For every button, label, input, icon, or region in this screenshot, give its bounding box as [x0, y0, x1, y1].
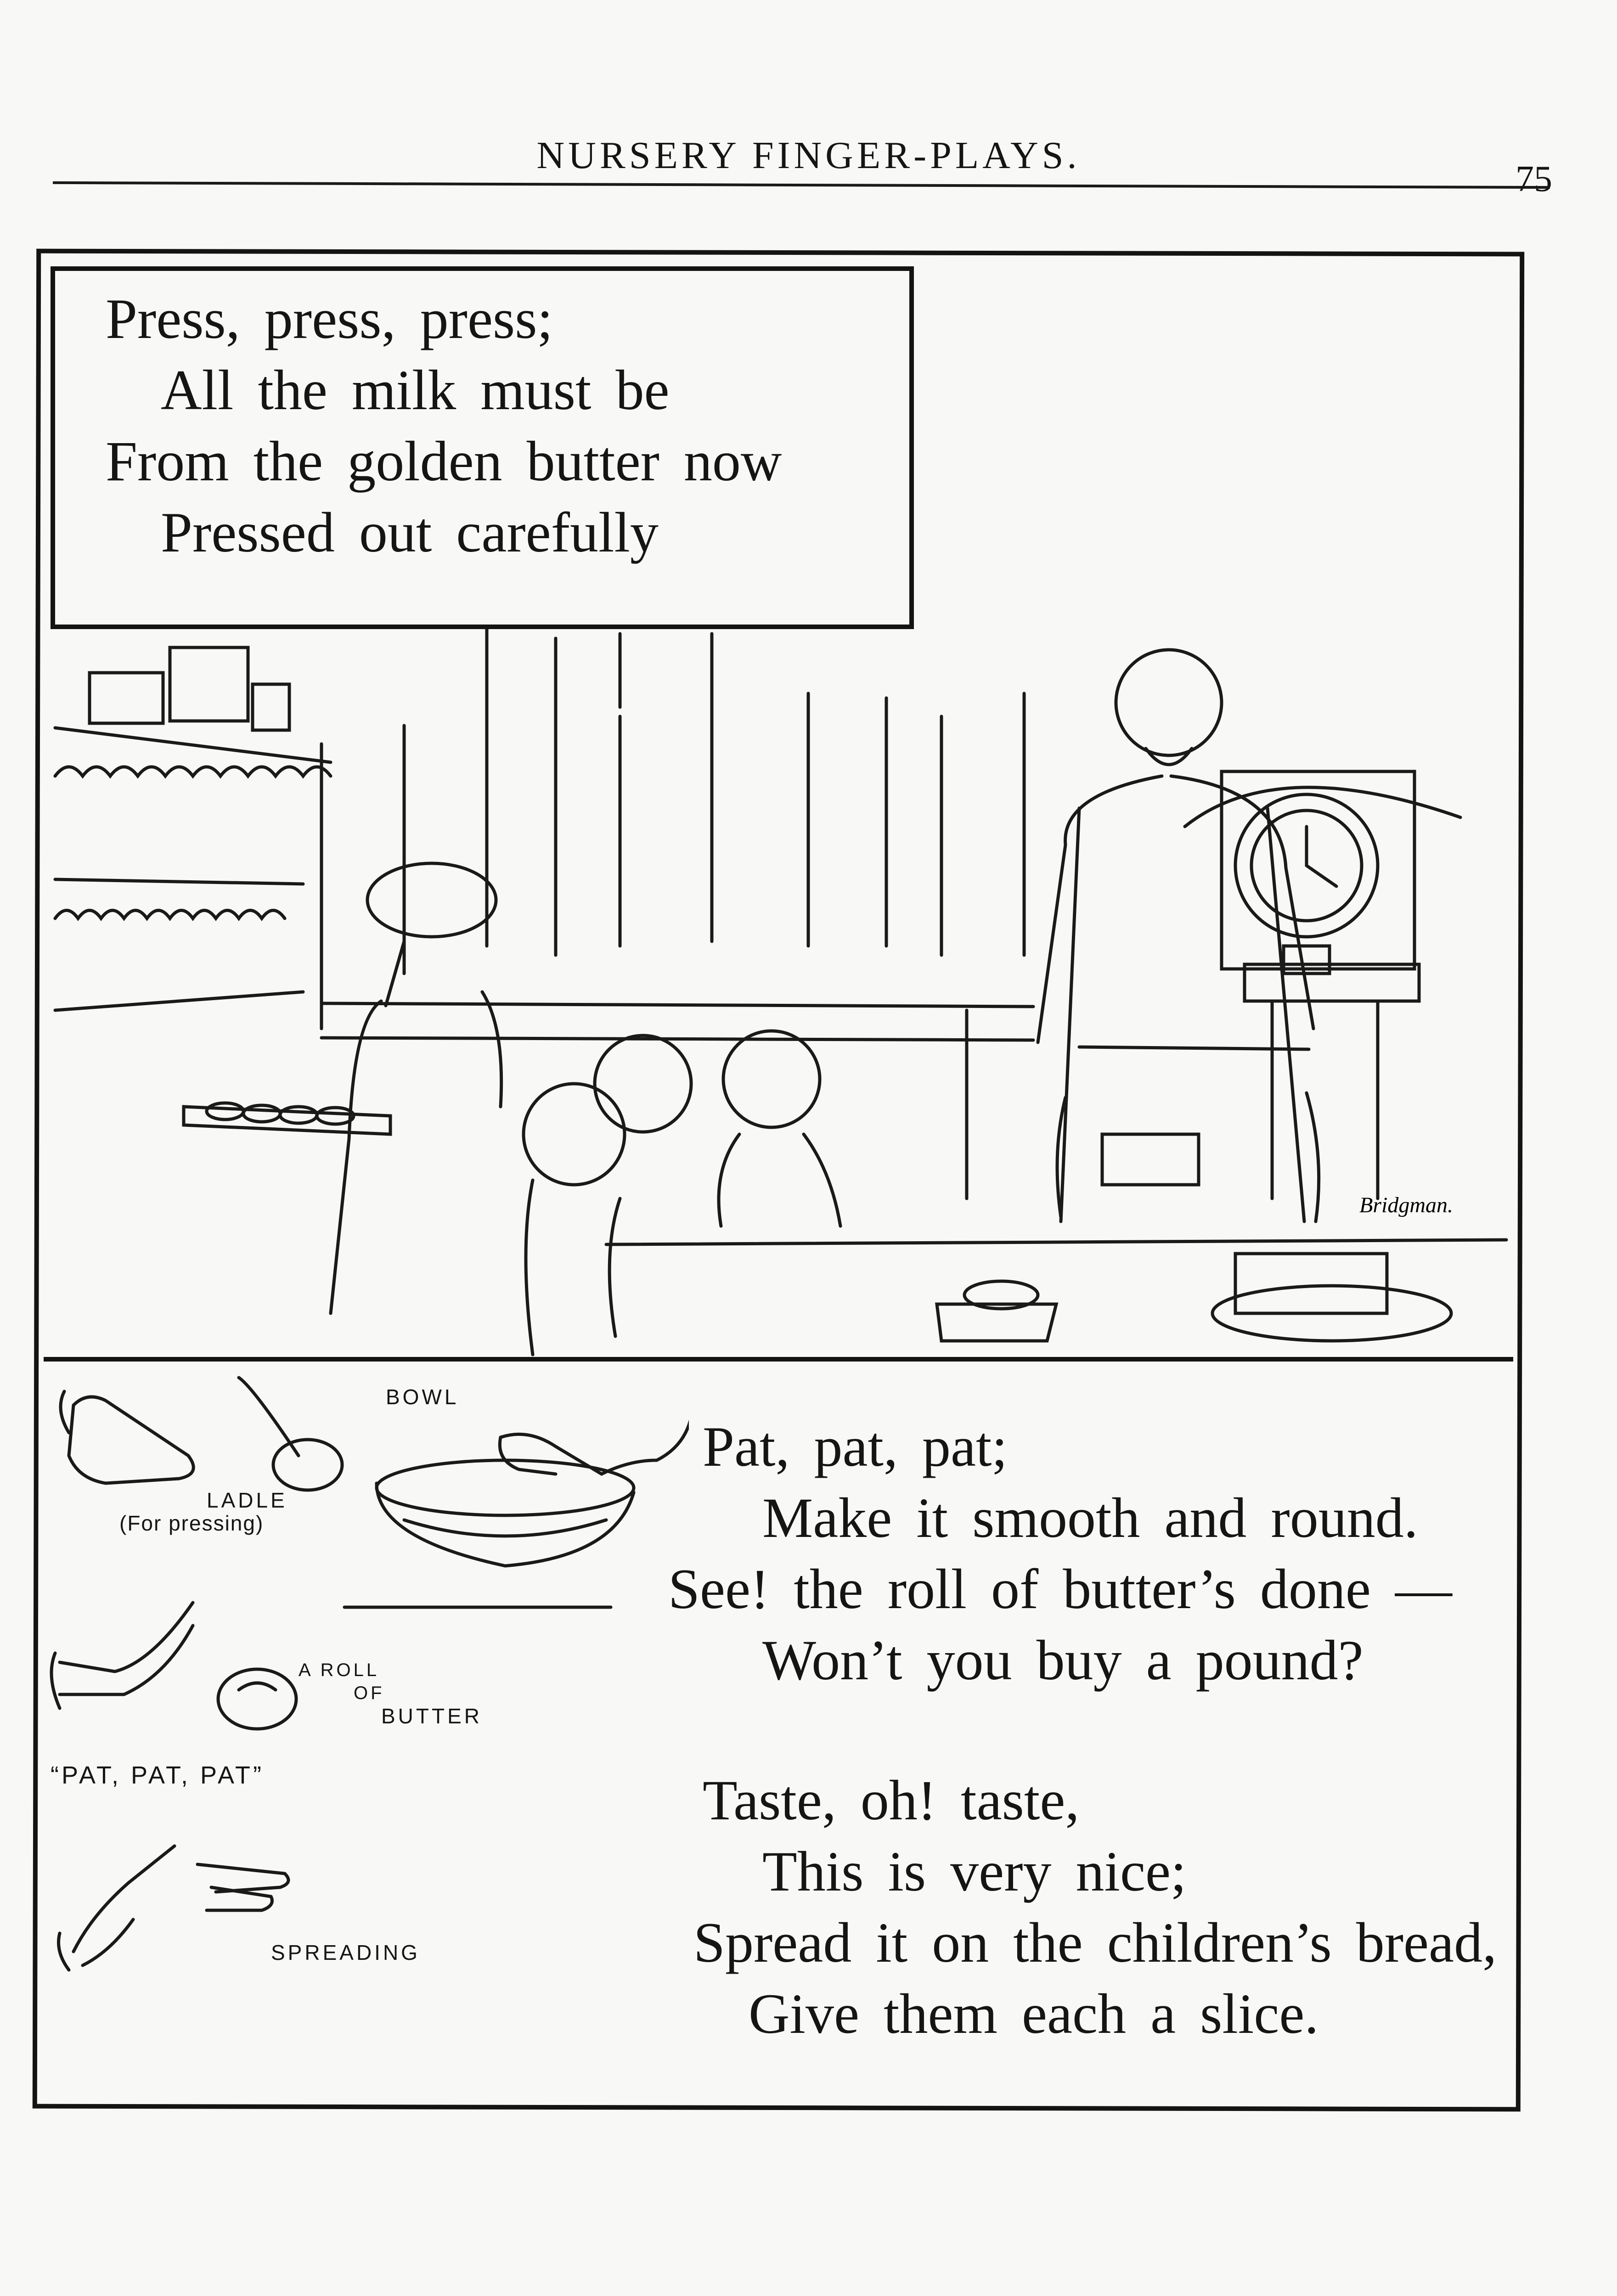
stanza2-line-1: Taste, oh! taste, — [703, 1769, 1080, 1832]
butter-roll-icon — [218, 1669, 296, 1729]
top-verse-line-1: Press, press, press; — [106, 287, 553, 350]
roll-label-line3: BUTTER — [381, 1704, 482, 1728]
stanza1-line-1: Pat, pat, pat; — [703, 1415, 1008, 1478]
header-rule — [53, 181, 1550, 189]
stanza2-line-3: Spread it on the children’s bread, — [693, 1911, 1497, 1974]
top-verse-line-4: Pressed out carefully — [161, 501, 659, 564]
spreading-hands-icon — [59, 1846, 289, 1970]
stanza2-line-2: This is very nice; — [762, 1840, 1187, 1903]
bowl-label: BOWL — [386, 1385, 459, 1409]
hand-over-bowl-icon — [500, 1396, 689, 1474]
pat-label: “PAT, PAT, PAT” — [51, 1761, 265, 1789]
stanza2-line-4: Give them each a slice. — [749, 1982, 1319, 2045]
ladle-icon — [239, 1378, 342, 1490]
pat-hand-icon — [51, 1603, 193, 1708]
stanza1-line-3: See! the roll of butter’s done — — [668, 1558, 1452, 1621]
top-verse-line-3: From the golden butter now — [106, 430, 782, 493]
running-title: NURSERY FINGER-PLAYS. — [536, 134, 1081, 177]
scene-divider — [44, 1357, 1513, 1362]
stanza1-line-2: Make it smooth and round. — [762, 1486, 1418, 1549]
roll-label-line1: A ROLL — [299, 1660, 380, 1680]
ladle-label: LADLE — [207, 1488, 287, 1512]
ladle-note-label: (For pressing) — [119, 1511, 264, 1535]
kitchen-scene-illustration — [46, 625, 1511, 1364]
roll-label-line2: OF — [354, 1683, 385, 1703]
spreading-label: SPREADING — [271, 1941, 420, 1964]
artist-signature: Bridgman. — [1359, 1193, 1453, 1217]
open-hand-icon — [61, 1391, 193, 1483]
stanza1-line-4: Won’t you buy a pound? — [762, 1629, 1363, 1692]
page-number: 75 — [1516, 159, 1552, 199]
top-verse-line-2: All the milk must be — [161, 359, 670, 422]
bowl-icon — [344, 1460, 634, 1607]
